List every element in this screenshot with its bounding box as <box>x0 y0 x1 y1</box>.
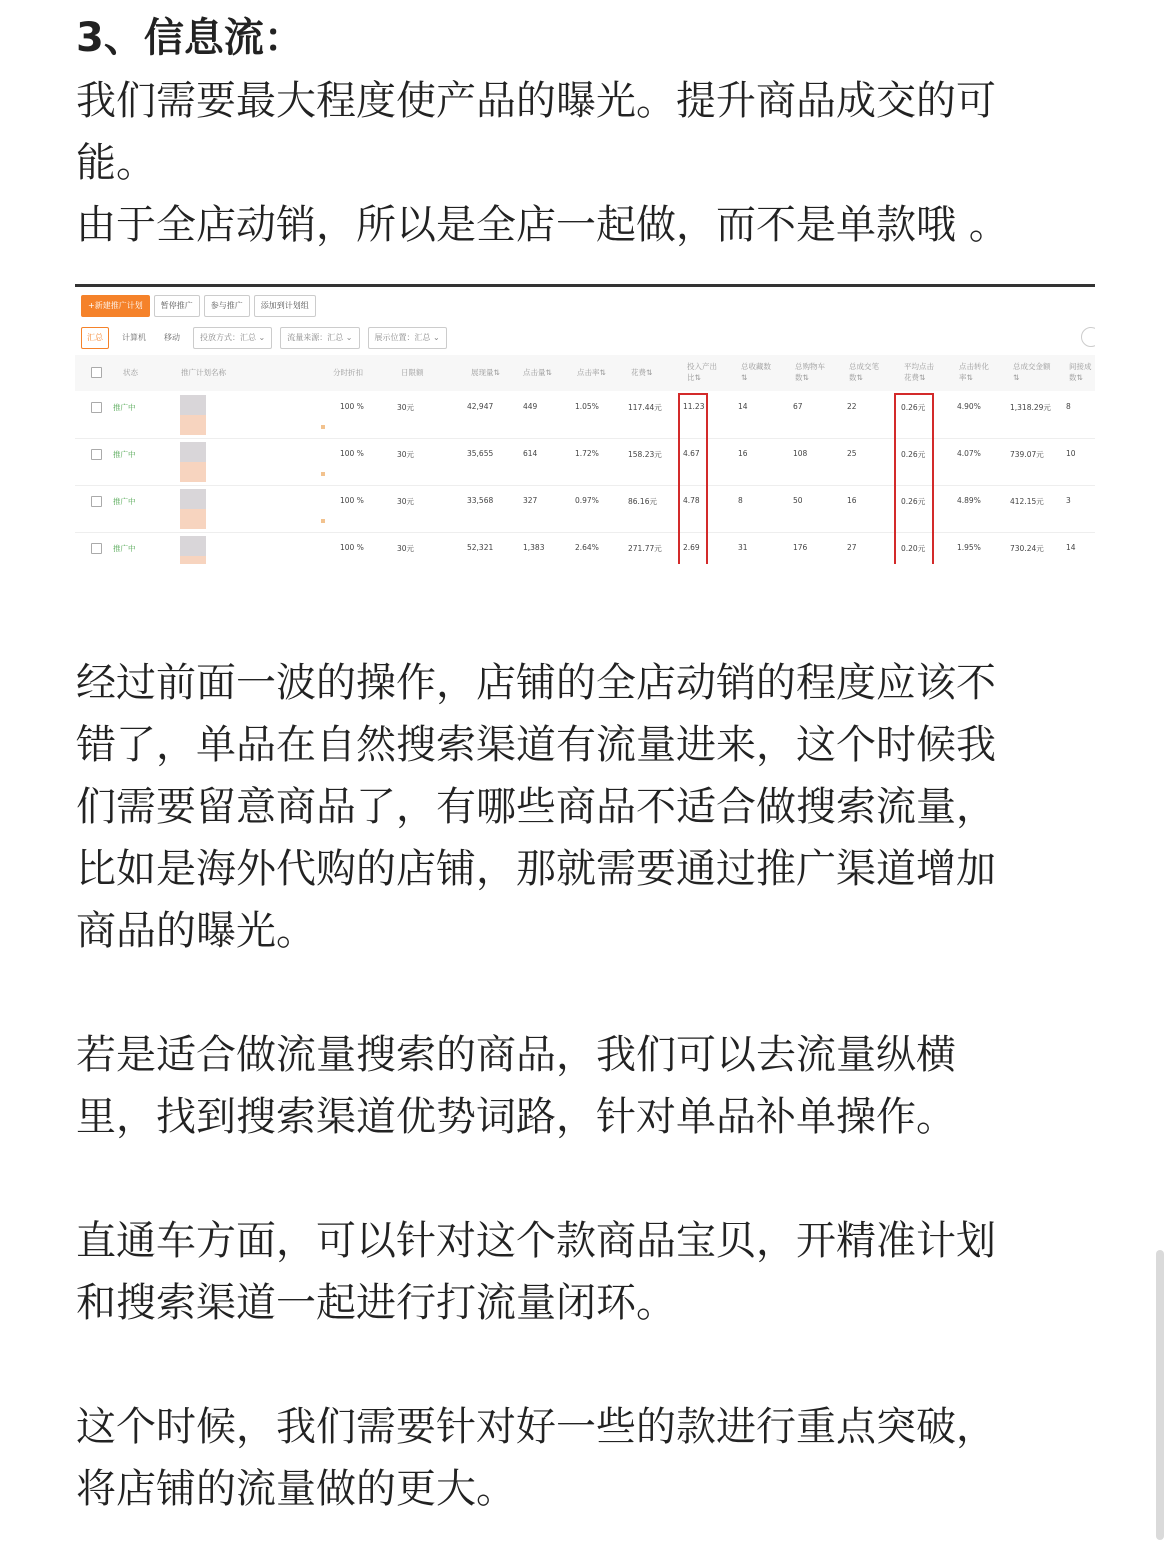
row-gmv: 730.24元 <box>1010 544 1044 553</box>
col-budget: 日限额 <box>401 368 424 377</box>
text-line: 和搜索渠道一起进行打流量闭环。 <box>76 1280 676 1326</box>
text-line: 若是适合做流量搜索的商品，我们可以去流量纵横 <box>76 1032 956 1078</box>
paragraph-search-traffic <box>76 1024 956 1148</box>
row-ctr: 1.72% <box>575 449 599 458</box>
row-discount: 100 % <box>340 543 364 552</box>
edit-marker-icon[interactable] <box>321 519 325 523</box>
row-orders: 22 <box>847 402 857 411</box>
row-indirect: 3 <box>1066 496 1071 505</box>
row-favorites: 31 <box>738 543 748 552</box>
paragraph-breakthrough <box>76 1396 996 1520</box>
col-orders[interactable]: 总成交笔 数⇅ <box>849 362 879 382</box>
table-row[interactable] <box>75 532 1095 564</box>
row-ctr: 2.64% <box>575 543 599 552</box>
row-cost: 158.23元 <box>628 450 662 459</box>
tab-summary[interactable]: 汇总 <box>81 327 109 349</box>
row-indirect: 10 <box>1066 449 1076 458</box>
row-cost: 117.44元 <box>628 403 662 412</box>
col-cvr[interactable]: 点击转化 率⇅ <box>959 362 989 382</box>
row-checkbox[interactable] <box>91 449 102 460</box>
text-line: 商品的曝光。 <box>76 908 316 954</box>
pause-button[interactable]: 暂停推广 <box>154 295 200 317</box>
row-cost: 271.77元 <box>628 544 662 553</box>
add-to-group-button[interactable]: 添加到计划组 <box>254 295 316 317</box>
row-ctr: 1.05% <box>575 402 599 411</box>
row-discount: 100 % <box>340 496 364 505</box>
row-clicks: 449 <box>523 402 538 411</box>
row-roi: 4.78 <box>683 496 700 505</box>
row-status: 推广中 <box>113 497 136 506</box>
text-line: 能。 <box>76 140 156 186</box>
row-impressions: 35,655 <box>467 449 494 458</box>
row-cpc: 0.20元 <box>901 544 926 553</box>
row-indirect: 8 <box>1066 402 1071 411</box>
row-impressions: 42,947 <box>467 402 494 411</box>
row-clicks: 614 <box>523 449 538 458</box>
row-impressions: 52,321 <box>467 543 494 552</box>
row-indirect: 14 <box>1066 543 1076 552</box>
paragraph-through-train <box>76 1210 996 1334</box>
row-cart: 176 <box>793 543 808 552</box>
row-cost: 86.16元 <box>628 497 657 506</box>
row-gmv: 1,318.29元 <box>1010 403 1051 412</box>
section-heading: 3、信息流： <box>76 15 304 61</box>
col-cost[interactable]: 花费⇅ <box>631 368 653 377</box>
row-roi: 11.23 <box>683 402 705 411</box>
intro-paragraph <box>76 70 1009 256</box>
row-checkbox[interactable] <box>91 496 102 507</box>
row-cart: 67 <box>793 402 803 411</box>
text-line: 我们需要最大程度使产品的曝光。提升商品成交的可 <box>76 78 996 124</box>
row-discount: 100 % <box>340 449 364 458</box>
row-cpc: 0.26元 <box>901 450 926 459</box>
row-cvr: 4.90% <box>957 402 981 411</box>
text-line: 由于全店动销，所以是全店一起做，而不是单款哦 。 <box>76 202 1009 248</box>
col-status: 状态 <box>123 368 138 377</box>
col-cart[interactable]: 总购物车 数⇅ <box>795 362 825 382</box>
edit-marker-icon[interactable] <box>321 472 325 476</box>
select-all-checkbox[interactable] <box>91 367 102 378</box>
table-row[interactable] <box>75 438 1095 486</box>
edit-marker-icon[interactable] <box>321 425 325 429</box>
row-status: 推广中 <box>113 450 136 459</box>
traffic-source-select[interactable]: 流量来源：汇总 ⌄ <box>280 327 359 349</box>
row-cvr: 1.95% <box>957 543 981 552</box>
row-ctr: 0.97% <box>575 496 599 505</box>
text-line: 这个时候，我们需要针对好一些的款进行重点突破， <box>76 1404 996 1450</box>
row-cart: 50 <box>793 496 803 505</box>
col-discount: 分时折扣 <box>333 368 363 377</box>
col-indirect[interactable]: 间接成 数⇅ <box>1069 362 1092 382</box>
row-orders: 27 <box>847 543 857 552</box>
row-cpc: 0.26元 <box>901 403 926 412</box>
col-ctr[interactable]: 点击率⇅ <box>577 368 606 377</box>
row-roi: 4.67 <box>683 449 700 458</box>
dashboard-toolbar <box>81 295 316 317</box>
row-budget: 30元 <box>397 544 415 553</box>
new-plan-button[interactable]: +新建推广计划 <box>81 295 150 317</box>
text-line: 经过前面一波的操作，店铺的全店动销的程度应该不 <box>76 660 996 706</box>
display-position-select[interactable]: 展示位置：汇总 ⌄ <box>368 327 447 349</box>
text-line: 比如是海外代购的店铺，那就需要通过推广渠道增加 <box>76 846 996 892</box>
row-gmv: 739.07元 <box>1010 450 1044 459</box>
col-gmv[interactable]: 总成交金额 ⇅ <box>1013 362 1051 382</box>
row-favorites: 8 <box>738 496 743 505</box>
tab-mobile[interactable]: 移动 <box>164 333 180 342</box>
table-row[interactable] <box>75 485 1095 533</box>
col-favorites[interactable]: 总收藏数 ⇅ <box>741 362 771 382</box>
row-orders: 16 <box>847 496 857 505</box>
text-line: 错了，单品在自然搜索渠道有流量进来，这个时候我 <box>76 722 996 768</box>
row-favorites: 14 <box>738 402 748 411</box>
col-clicks[interactable]: 点击量⇅ <box>523 368 552 377</box>
row-status: 推广中 <box>113 403 136 412</box>
roi-highlight-box <box>678 393 708 564</box>
page-scrollbar[interactable] <box>1156 1250 1164 1540</box>
row-checkbox[interactable] <box>91 402 102 413</box>
row-budget: 30元 <box>397 450 415 459</box>
paragraph-dynamic-sales <box>76 652 996 962</box>
row-discount: 100 % <box>340 402 364 411</box>
filter-bar <box>81 327 447 349</box>
text-line: 里，找到搜索渠道优势词路，针对单品补单操作。 <box>76 1094 956 1140</box>
delivery-select[interactable]: 投放方式：汇总 ⌄ <box>193 327 272 349</box>
cpc-highlight-box <box>894 393 934 564</box>
table-row[interactable] <box>75 391 1095 439</box>
row-checkbox[interactable] <box>91 543 102 554</box>
row-clicks: 1,383 <box>523 543 545 552</box>
row-cvr: 4.07% <box>957 449 981 458</box>
blurred-plan-thumbnail <box>180 489 206 529</box>
row-cvr: 4.89% <box>957 496 981 505</box>
row-status: 推广中 <box>113 544 136 553</box>
row-orders: 25 <box>847 449 857 458</box>
col-roi[interactable]: 投入产出 比⇅ <box>687 362 717 382</box>
blurred-plan-thumbnail <box>180 395 206 435</box>
row-cart: 108 <box>793 449 808 458</box>
embedded-ad-dashboard-screenshot <box>75 284 1095 564</box>
row-cpc: 0.26元 <box>901 497 926 506</box>
col-impressions[interactable]: 展现量⇅ <box>471 368 500 377</box>
row-clicks: 327 <box>523 496 538 505</box>
col-name: 推广计划名称 <box>181 368 226 377</box>
tab-computer[interactable]: 计算机 <box>122 333 146 342</box>
blurred-plan-thumbnail <box>180 536 206 564</box>
text-line: 们需要留意商品了，有哪些商品不适合做搜索流量， <box>76 784 996 830</box>
settings-icon[interactable] <box>1081 327 1095 347</box>
row-favorites: 16 <box>738 449 748 458</box>
row-roi: 2.69 <box>683 543 700 552</box>
row-budget: 30元 <box>397 403 415 412</box>
text-line: 将店铺的流量做的更大。 <box>76 1466 516 1512</box>
col-cpc[interactable]: 平均点击 花费⇅ <box>904 362 934 382</box>
table-header <box>75 355 1095 391</box>
blurred-plan-thumbnail <box>180 442 206 482</box>
row-budget: 30元 <box>397 497 415 506</box>
row-impressions: 33,568 <box>467 496 494 505</box>
row-gmv: 412.15元 <box>1010 497 1044 506</box>
text-line: 直通车方面，可以针对这个款商品宝贝，开精准计划 <box>76 1218 996 1264</box>
join-button[interactable]: 参与推广 <box>204 295 250 317</box>
